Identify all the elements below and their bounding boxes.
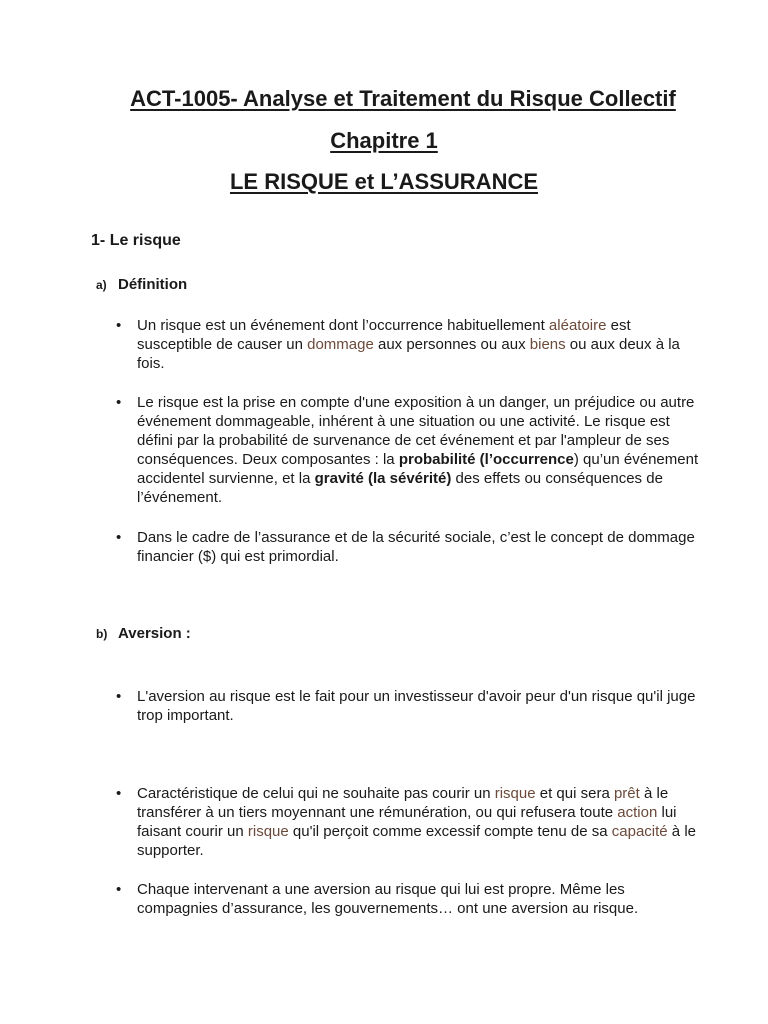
subsection-letter: a) [96,278,107,292]
bullet-icon: • [116,881,122,898]
chapter-title: LE RISQUE et L’ASSURANCE [229,169,539,194]
bullet-text: Le risque est la prise en compte d'une exposition à un danger, un préjudice ou autre événement dommageable, inhérent à une situation ou une activité. Le risque est défini par la probabilité de survenance de cet événement et par l'ampleur de ses conséquences. Deux composantes : la probabilité (l’occurrence) qu’un événement accidentel survienne, et la gravité (la sévérité) des effets ou conséquences de l’événement. [137,394,699,506]
link-capacite[interactable]: capacité [611,823,668,840]
link-action[interactable]: action [617,804,658,821]
section-heading [91,232,181,250]
link-risque-2[interactable]: risque [247,823,289,840]
section-number: 1- [91,232,106,249]
aversion-bullet-3 [116,880,706,918]
bullet-icon: • [116,529,122,546]
bullet-icon: • [116,785,122,802]
emphasis-gravite: gravité (la sévérité) [314,470,452,487]
link-biens[interactable]: biens [529,336,566,353]
link-aleatoire[interactable]: aléatoire [548,317,607,334]
definition-bullet-3 [116,528,706,566]
subsection-definition-heading [96,276,187,293]
bullet-text: Un risque est un événement dont l’occurrence habituellement aléatoire est susceptible de causer un dommage aux personnes ou aux biens ou aux deux à la fois. [137,317,680,372]
aversion-bullet-1 [116,687,706,725]
bullet-text: L'aversion au risque est le fait pour un investisseur d'avoir peur d'un risque qu'il juge trop important. [137,688,696,724]
link-pret[interactable]: prêt [613,785,640,802]
bullet-text: Chaque intervenant a une aversion au risque qui lui est propre. Même les compagnies d’assurance, les gouvernements… ont une aversion au risque. [137,881,639,917]
course-title: ACT-1005- Analyse et Traitement du Risque Collectif [130,86,676,111]
link-dommage[interactable]: dommage [307,336,374,353]
subsection-title: Aversion : [118,625,191,642]
subsection-title: Définition [118,276,188,293]
link-risque[interactable]: risque [494,785,536,802]
bullet-icon: • [116,317,122,334]
emphasis-probabilite: probabilité (l’occurrence [398,451,574,468]
subsection-aversion-heading [96,625,191,642]
chapter-number: Chapitre 1 [330,128,438,153]
aversion-bullet-2 [116,784,706,860]
subsection-letter: b) [96,627,108,641]
definition-bullet-1 [116,316,706,373]
definition-bullet-2 [116,393,706,507]
section-title: Le risque [109,232,181,249]
bullet-icon: • [116,688,122,705]
bullet-icon: • [116,394,122,411]
bullet-text: Dans le cadre de l’assurance et de la sécurité sociale, c’est le concept de dommage financier ($) qui est primordial. [137,529,695,565]
bullet-text: Caractéristique de celui qui ne souhaite pas courir un risque et qui sera prêt à le transférer à un tiers moyennant une rémunération, ou qui refusera toute action lui faisant courir un risque qu'il perçoit comme excessif compte tenu de sa capacité à le supporter. [137,785,696,859]
